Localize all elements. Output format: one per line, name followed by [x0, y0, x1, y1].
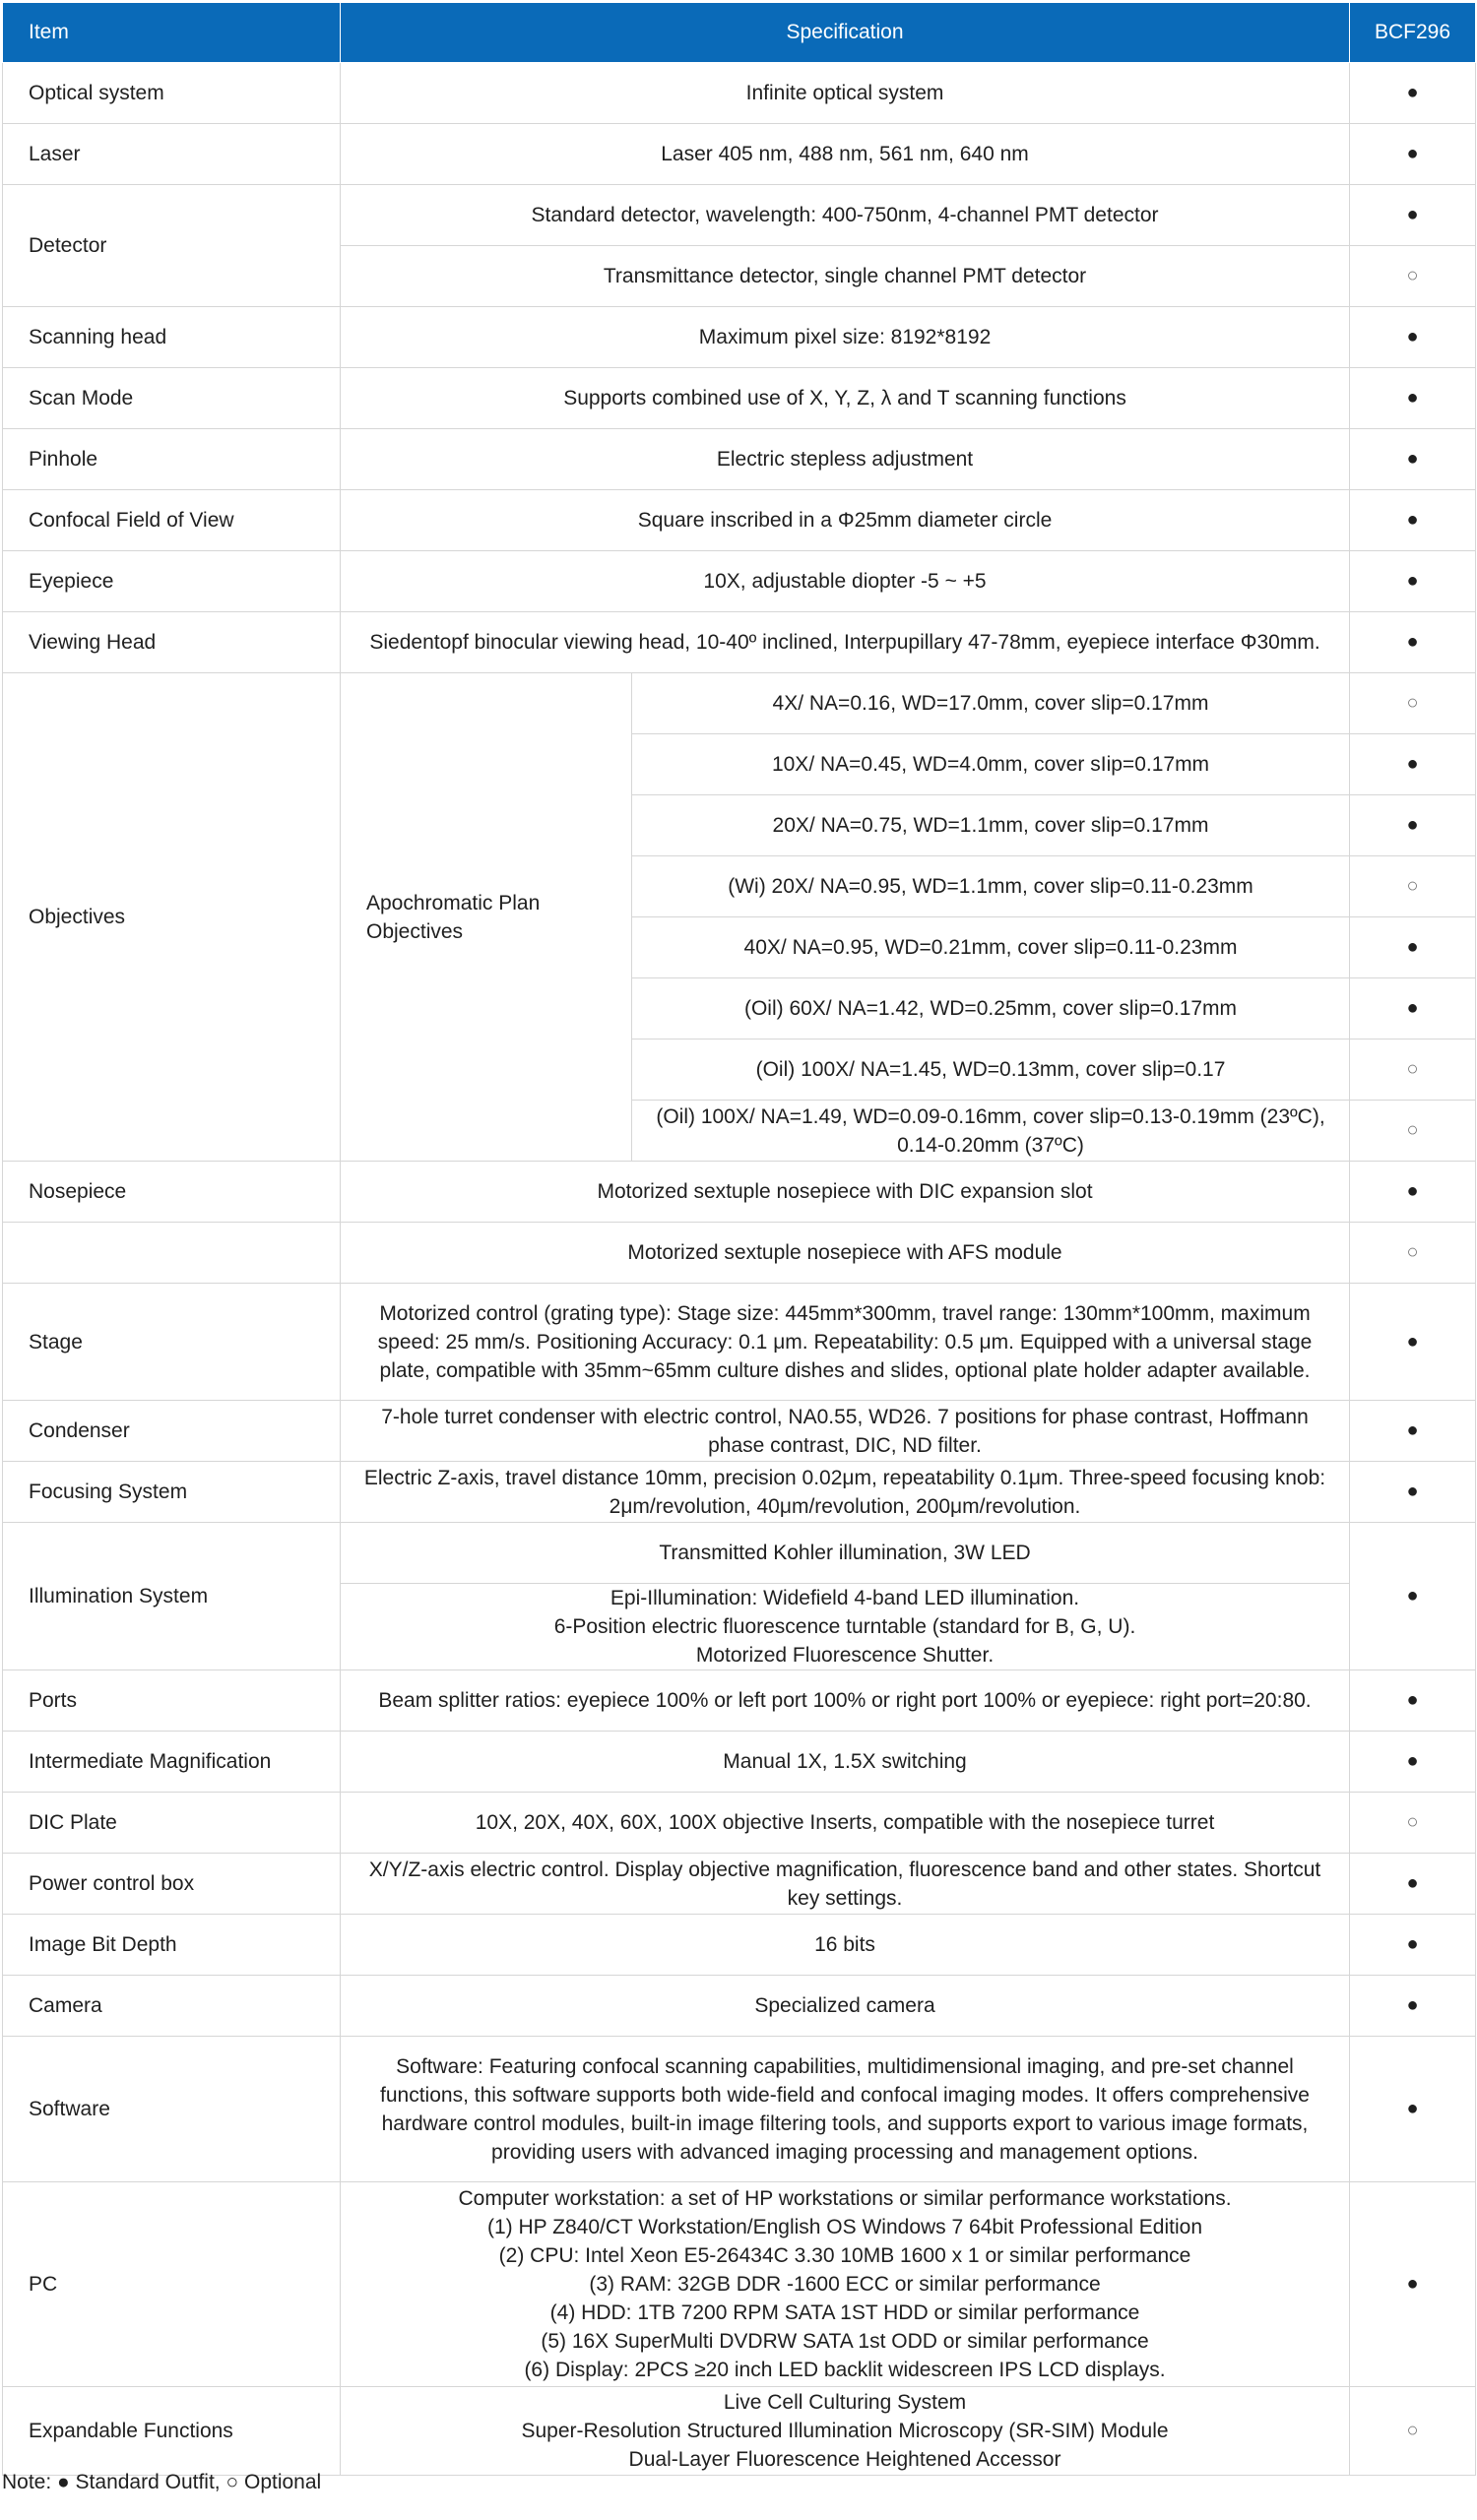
spec-line: Motorized Fluorescence Shutter.	[695, 1644, 995, 1667]
table-row	[3, 368, 1476, 429]
row-spec: Transmittance detector, single channel PMT detector	[341, 246, 1350, 307]
table-row	[3, 1523, 1476, 1584]
row-item: Optical system	[3, 63, 341, 124]
standard-mark: ●	[1350, 2037, 1476, 2182]
row-item: Image Bit Depth	[3, 1915, 341, 1976]
spec-line: 6-Position electric fluorescence turntable (standard for B, G, U).	[553, 1615, 1136, 1638]
row-item: Expandable Functions	[3, 2387, 341, 2476]
row-spec: Square inscribed in a Φ25mm diameter circle	[341, 490, 1350, 551]
table-row	[3, 673, 1476, 734]
row-item: Laser	[3, 124, 341, 185]
standard-mark: ●	[1350, 124, 1476, 185]
spec-line: Epi-Illumination: Widefield 4-band LED illumination.	[610, 1587, 1080, 1609]
table-row	[3, 612, 1476, 673]
row-item: Scanning head	[3, 307, 341, 368]
table-row	[3, 1854, 1476, 1915]
table-row	[3, 2037, 1476, 2182]
optional-mark: ○	[1350, 673, 1476, 734]
objective-spec: 4X/ NA=0.16, WD=17.0mm, cover slip=0.17mm	[632, 673, 1350, 734]
optional-mark: ○	[1350, 1223, 1476, 1284]
row-spec: 7-hole turret condenser with electric control, NA0.55, WD26. 7 positions for phase contrast, Hoffmann phase contrast, DIC, ND filter.	[341, 1401, 1350, 1462]
row-spec: X/Y/Z-axis electric control. Display objective magnification, fluorescence band and other states. Shortcut key settings.	[341, 1854, 1350, 1915]
row-spec: Beam splitter ratios: eyepiece 100% or left port 100% or right port 100% or eyepiece: right port=20:80.	[341, 1670, 1350, 1732]
row-item: Scan Mode	[3, 368, 341, 429]
row-spec: Motorized sextuple nosepiece with DIC expansion slot	[341, 1162, 1350, 1223]
row-spec: Transmitted Kohler illumination, 3W LED	[341, 1523, 1350, 1584]
row-spec: Specialized camera	[341, 1976, 1350, 2037]
table-row	[3, 1162, 1476, 1223]
header-model: BCF296	[1350, 3, 1476, 63]
row-spec: Infinite optical system	[341, 63, 1350, 124]
table-row	[3, 124, 1476, 185]
row-item: Camera	[3, 1976, 341, 2037]
row-spec: Laser 405 nm, 488 nm, 561 nm, 640 nm	[341, 124, 1350, 185]
standard-mark: ●	[1350, 490, 1476, 551]
objective-spec: (Oil) 60X/ NA=1.42, WD=0.25mm, cover slip=0.17mm	[632, 978, 1350, 1040]
objective-spec: (Oil) 100X/ NA=1.45, WD=0.13mm, cover slip=0.17	[632, 1040, 1350, 1101]
row-item: Illumination System	[3, 1523, 341, 1670]
row-spec: Motorized sextuple nosepiece with AFS module	[341, 1223, 1350, 1284]
table-row	[3, 1915, 1476, 1976]
spec-line: (1) HP Z840/CT Workstation/English OS Windows 7 64bit Professional Edition	[487, 2216, 1202, 2238]
row-item: PC	[3, 2182, 341, 2387]
row-spec: Electric Z-axis, travel distance 10mm, precision 0.02μm, repeatability 0.1μm. Three-speed focusing knob: 2μm/revolution, 40μm/revolution, 200μm/revolution.	[341, 1462, 1350, 1523]
standard-mark: ●	[1350, 1670, 1476, 1732]
table-row	[3, 63, 1476, 124]
spec-line: Super-Resolution Structured Illumination Microscopy (SR-SIM) Module	[521, 2420, 1169, 2442]
standard-mark: ●	[1350, 978, 1476, 1040]
row-spec: Supports combined use of X, Y, Z, λ and T scanning functions	[341, 368, 1350, 429]
optional-mark: ○	[1350, 2387, 1476, 2476]
table-row	[3, 1223, 1476, 1284]
standard-mark: ●	[1350, 1915, 1476, 1976]
row-spec: Motorized control (grating type): Stage size: 445mm*300mm, travel range: 130mm*100mm, maximum speed: 25 mm/s. Positioning Accuracy: 0.1 μm. Repeatability: 0.5 μm. Equipped with a universal stage plate, compatible with 35mm~65mm culture dishes and slides, optional plate holder adapter available.	[341, 1284, 1350, 1401]
row-spec: Manual 1X, 1.5X switching	[341, 1732, 1350, 1793]
row-spec	[341, 2387, 1350, 2476]
standard-mark: ●	[1350, 185, 1476, 246]
row-item: Viewing Head	[3, 612, 341, 673]
standard-mark: ●	[1350, 1401, 1476, 1462]
standard-mark: ●	[1350, 1523, 1476, 1670]
table-row	[3, 551, 1476, 612]
table-row	[3, 2182, 1476, 2387]
row-spec: 10X, adjustable diopter -5 ~ +5	[341, 551, 1350, 612]
spec-line: (6) Display: 2PCS ≥20 inch LED backlit widescreen IPS LCD displays.	[524, 2359, 1166, 2381]
standard-mark: ●	[1350, 1732, 1476, 1793]
standard-mark: ●	[1350, 795, 1476, 856]
row-spec	[341, 1584, 1350, 1670]
row-item: Stage	[3, 1284, 341, 1401]
objective-spec: 10X/ NA=0.45, WD=4.0mm, cover sIip=0.17mm	[632, 734, 1350, 795]
row-item: Detector	[3, 185, 341, 307]
standard-mark: ●	[1350, 429, 1476, 490]
spec-line: (5) 16X SuperMulti DVDRW SATA 1st ODD or similar performance	[541, 2330, 1149, 2353]
row-spec: Siedentopf binocular viewing head, 10-40º inclined, Interpupillary 47-78mm, eyepiece interface Φ30mm.	[341, 612, 1350, 673]
row-item: Nosepiece	[3, 1162, 341, 1223]
legend-note: Note: ● Standard Outfit, ○ Optional	[2, 2471, 322, 2493]
objectives-subcategory: Apochromatic Plan Objectives	[341, 673, 632, 1162]
table-row	[3, 1670, 1476, 1732]
standard-mark: ●	[1350, 63, 1476, 124]
spec-line: Dual-Layer Fluorescence Heightened Accessor	[628, 2448, 1061, 2471]
standard-mark: ●	[1350, 1854, 1476, 1915]
standard-mark: ●	[1350, 1462, 1476, 1523]
optional-mark: ○	[1350, 246, 1476, 307]
table-row	[3, 307, 1476, 368]
row-spec: Software: Featuring confocal scanning capabilities, multidimensional imaging, and pre-set channel functions, this software supports both wide-field and confocal imaging modes. It offers comprehensive hardware control modules, built-in image filtering tools, and supports export to various image formats, providing users with advanced imaging processing and management options.	[341, 2037, 1350, 2182]
row-item: DIC Plate	[3, 1793, 341, 1854]
standard-mark: ●	[1350, 612, 1476, 673]
row-item: Software	[3, 2037, 341, 2182]
row-spec	[341, 2182, 1350, 2387]
spec-table	[2, 2, 1476, 2476]
row-spec: Electric stepless adjustment	[341, 429, 1350, 490]
standard-mark: ●	[1350, 1976, 1476, 2037]
table-row	[3, 1462, 1476, 1523]
row-item: Focusing System	[3, 1462, 341, 1523]
table-row	[3, 429, 1476, 490]
row-item: Ports	[3, 1670, 341, 1732]
standard-mark: ●	[1350, 2182, 1476, 2387]
standard-mark: ●	[1350, 307, 1476, 368]
standard-mark: ●	[1350, 1284, 1476, 1401]
table-row	[3, 1732, 1476, 1793]
table-row	[3, 1284, 1476, 1401]
optional-mark: ○	[1350, 1101, 1476, 1162]
objective-spec: 20X/ NA=0.75, WD=1.1mm, cover slip=0.17mm	[632, 795, 1350, 856]
table-row	[3, 1976, 1476, 2037]
standard-mark: ●	[1350, 551, 1476, 612]
row-item: Objectives	[3, 673, 341, 1162]
standard-mark: ●	[1350, 917, 1476, 978]
table-row	[3, 490, 1476, 551]
optional-mark: ○	[1350, 1040, 1476, 1101]
row-item: Power control box	[3, 1854, 341, 1915]
row-item	[3, 1223, 341, 1284]
header-item: Item	[3, 3, 341, 63]
row-spec: Maximum pixel size: 8192*8192	[341, 307, 1350, 368]
row-item: Confocal Field of View	[3, 490, 341, 551]
standard-mark: ●	[1350, 734, 1476, 795]
optional-mark: ○	[1350, 1793, 1476, 1854]
row-item: Eyepiece	[3, 551, 341, 612]
row-item: Pinhole	[3, 429, 341, 490]
row-spec: 16 bits	[341, 1915, 1350, 1976]
table-row	[3, 185, 1476, 246]
row-item: Condenser	[3, 1401, 341, 1462]
row-spec: 10X, 20X, 40X, 60X, 100X objective Inserts, compatible with the nosepiece turret	[341, 1793, 1350, 1854]
row-spec: Standard detector, wavelength: 400-750nm, 4-channel PMT detector	[341, 185, 1350, 246]
table-row	[3, 2387, 1476, 2476]
table-header	[3, 3, 1476, 63]
standard-mark: ●	[1350, 368, 1476, 429]
optional-mark: ○	[1350, 856, 1476, 917]
objective-spec: (Oil) 100X/ NA=1.49, WD=0.09-0.16mm, cover slip=0.13-0.19mm (23ºC), 0.14-0.20mm (37ºC)	[632, 1101, 1350, 1162]
objective-spec: (Wi) 20X/ NA=0.95, WD=1.1mm, cover slip=0.11-0.23mm	[632, 856, 1350, 917]
spec-line: (4) HDD: 1TB 7200 RPM SATA 1ST HDD or similar performance	[549, 2301, 1140, 2324]
objective-spec: 40X/ NA=0.95, WD=0.21mm, cover slip=0.11-0.23mm	[632, 917, 1350, 978]
table-row	[3, 1793, 1476, 1854]
spec-line: (3) RAM: 32GB DDR -1600 ECC or similar performance	[589, 2273, 1101, 2296]
spec-line: Live Cell Culturing System	[723, 2391, 967, 2414]
header-spec: Specification	[341, 3, 1350, 63]
spec-line: (2) CPU: Intel Xeon E5-26434C 3.30 10MB 1600 x 1 or similar performance	[498, 2244, 1191, 2267]
table-row	[3, 1401, 1476, 1462]
standard-mark: ●	[1350, 1162, 1476, 1223]
spec-line: Computer workstation: a set of HP workstations or similar performance workstations.	[458, 2187, 1232, 2210]
row-item: Intermediate Magnification	[3, 1732, 341, 1793]
